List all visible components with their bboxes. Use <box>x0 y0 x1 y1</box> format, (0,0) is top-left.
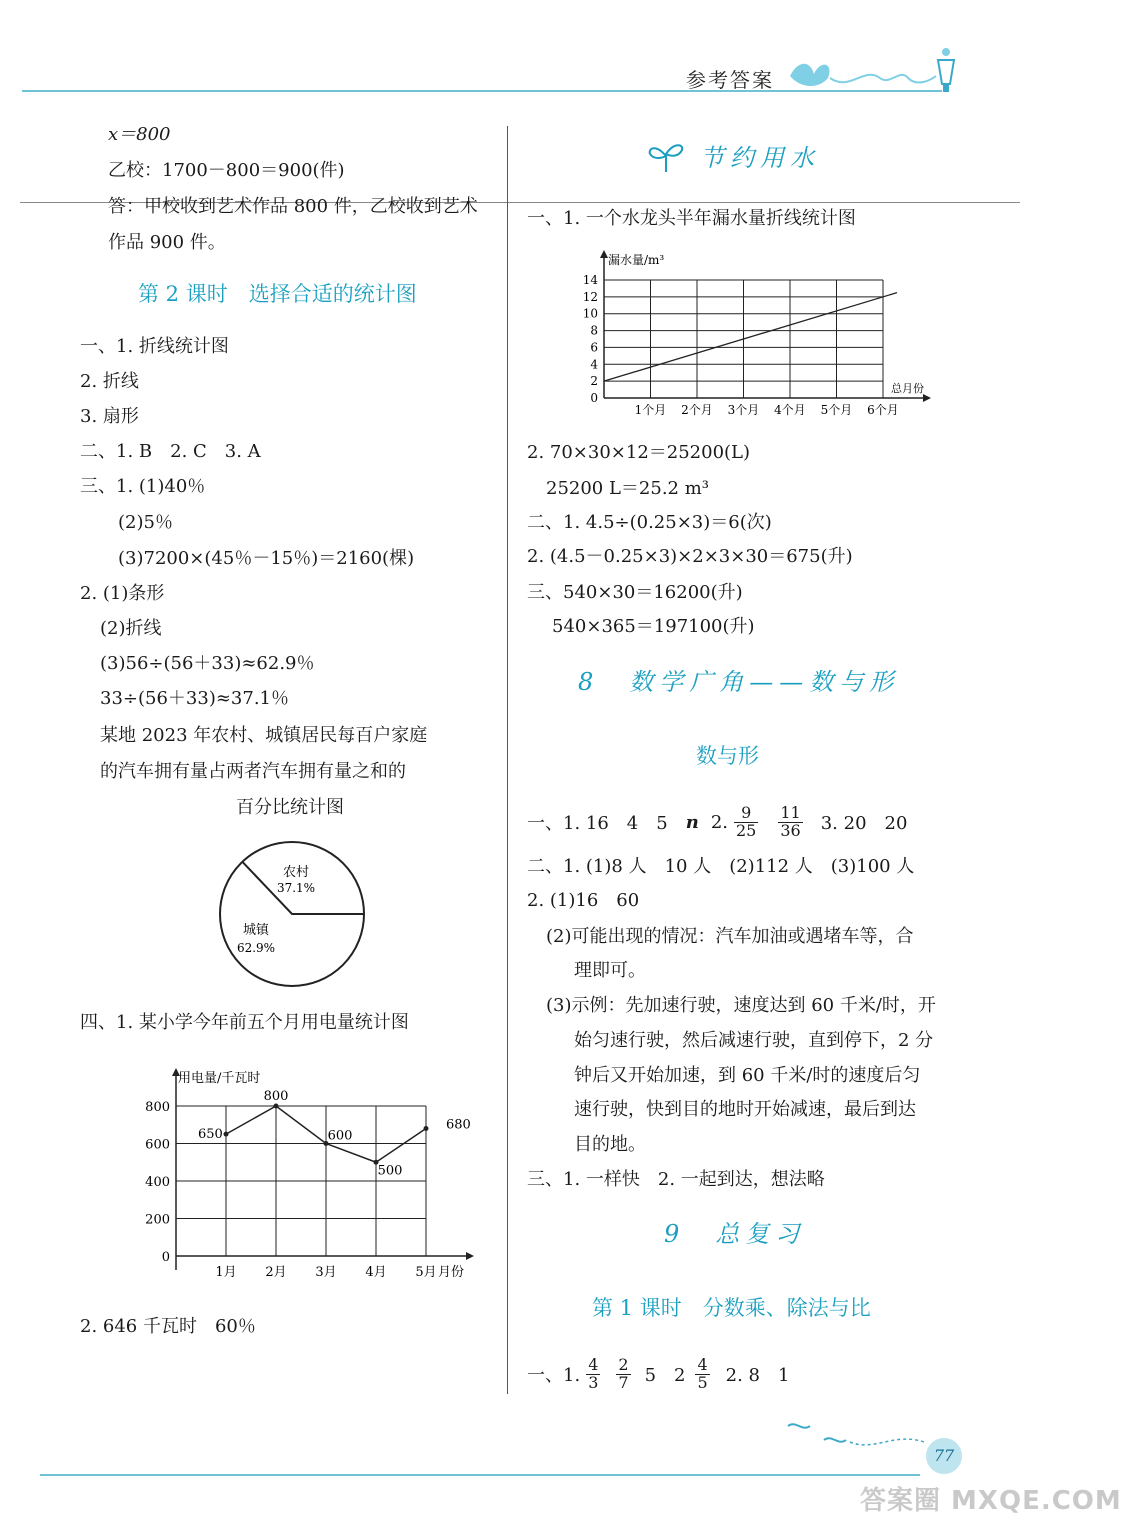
frac2-num: 11 <box>780 802 801 822</box>
q4-answer: 2. 646 千瓦时 60％ <box>80 1316 256 1337</box>
right-c-3: 理即可。 <box>574 960 646 981</box>
water-series-line <box>604 293 897 382</box>
water-ytick-2: 4 <box>590 357 598 372</box>
lf3-num: 4 <box>697 1354 708 1374</box>
watermark: 答案圈 MXQE.COM <box>860 1486 1122 1516</box>
elec-ytick-4: 800 <box>145 1100 170 1115</box>
elec-point-0 <box>224 1132 229 1137</box>
elec-ytick-2: 400 <box>145 1175 170 1190</box>
water-ytick-4: 8 <box>590 323 598 338</box>
left-a-10: 33÷(56＋33)≈37.1％ <box>100 688 289 709</box>
left-a-11: 某地 2023 年农村、城镇居民每百户家庭 <box>100 725 428 746</box>
left-a-7: 2. (1)条形 <box>80 583 165 604</box>
pie-chart <box>210 838 380 998</box>
right-b-1: 25200 L＝25.2 m³ <box>546 478 710 499</box>
water-section-title: 节约用水 <box>700 144 820 172</box>
last-prefix: 一、1. <box>527 1365 581 1386</box>
right-q-line1 <box>527 800 907 844</box>
right-b-3: 2. (4.5－0.25×3)×2×3×30＝675(升) <box>527 546 853 567</box>
left-a-9: (3)56÷(56＋33)≈62.9％ <box>100 653 315 674</box>
pie-value-urban: 62.9% <box>236 941 276 955</box>
elec-x-arrow <box>466 1252 474 1260</box>
water-ytick-7: 14 <box>582 273 598 287</box>
left-a-2: 3. 扇形 <box>80 406 139 427</box>
electricity-line-chart <box>140 1062 480 1288</box>
right-last-line <box>527 1352 789 1396</box>
left-a-3: 二、1. B 2. C 3. A <box>80 441 261 462</box>
elec-point-1 <box>274 1104 279 1109</box>
water-leak-line-chart <box>570 246 930 424</box>
fraction-11-36 <box>778 802 802 840</box>
q1-prefix: 一、1. 16 4 5 <box>527 813 686 834</box>
q1-n: n <box>685 811 699 833</box>
right-c-1: 2. (1)16 60 <box>527 890 640 911</box>
elec-data-label-4: 680 <box>446 1117 471 1133</box>
water-xtick-3: 4个月 <box>774 403 806 417</box>
left-a-12: 的汽车拥有量占两者汽车拥有量之和的 <box>100 761 406 782</box>
elec-data-label-2: 600 <box>327 1128 353 1144</box>
header-title: 参考答案 <box>686 68 774 92</box>
last-suffix: 2. 8 1 <box>725 1365 790 1386</box>
right-c-6: 钟后又开始加速，到 60 千米/时的速度后匀 <box>574 1065 921 1086</box>
column-divider <box>507 126 508 1394</box>
right-c-8: 目的地。 <box>574 1134 646 1155</box>
page-number: 77 <box>926 1438 962 1474</box>
water-xtick-1: 2个月 <box>681 403 713 417</box>
left-a-1: 2. 折线 <box>80 371 139 392</box>
water-ytick-5: 10 <box>582 306 598 321</box>
right-c-2: (2)可能出现的情况：汽车加油或遇堵车等，合 <box>546 926 914 947</box>
fraction-4-3 <box>586 1354 600 1392</box>
lf2-num: 2 <box>618 1354 629 1374</box>
fraction-9-25 <box>734 802 758 840</box>
pie-value-rural: 37.1% <box>276 881 316 895</box>
elec-data-label-1: 800 <box>263 1089 289 1104</box>
butterfly-lamp-decoration-icon <box>780 46 960 100</box>
elec-xlabel: 月份 <box>438 1265 465 1280</box>
water-ytick-0: 0 <box>590 391 598 405</box>
lesson1-title: 第 1 课时 分数乘、除法与比 <box>592 1296 871 1320</box>
water-ytick-1: 2 <box>590 374 598 389</box>
left-line-yixiao: 乙校：1700－800＝900(件) <box>108 160 345 181</box>
lf2-den: 7 <box>618 1372 629 1392</box>
elec-xtick-1: 2月 <box>265 1265 287 1280</box>
water-xtick-5: 6个月 <box>867 403 899 417</box>
right-c-7: 速行驶，快到目的地时开始减速，最后到达 <box>574 1099 916 1120</box>
last-mid: 5 2 <box>644 1365 686 1386</box>
water-ylabel: 漏水量/m³ <box>608 253 665 267</box>
footer-rule <box>40 1474 920 1476</box>
fraction-4-5 <box>695 1354 709 1392</box>
q1-mid: 2. <box>710 811 728 833</box>
right-b-0: 2. 70×30×12＝25200(L) <box>527 442 751 463</box>
unit9-title: 9 总复习 <box>664 1220 806 1248</box>
elec-ylabel: 用电量/千瓦时 <box>178 1071 261 1086</box>
q1-suffix: 3. 20 20 <box>820 813 908 834</box>
water-q1: 一、1. 一个水龙头半年漏水量折线统计图 <box>527 208 856 229</box>
unit8-title: 8 数学广角——数与形 <box>578 668 900 696</box>
left-line-answer: 答：甲校收到艺术作品 800 件，乙校收到艺术 <box>108 196 478 217</box>
elec-xtick-4: 5月 <box>415 1265 437 1280</box>
left-a-4: 三、1. (1)40％ <box>80 476 206 497</box>
left-a-0: 一、1. 折线统计图 <box>80 336 229 357</box>
elec-data-label-3: 500 <box>377 1163 403 1179</box>
water-ytick-3: 6 <box>590 340 598 355</box>
fraction-2-7 <box>616 1354 630 1392</box>
left-a-8: (2)折线 <box>100 618 162 639</box>
water-xlabel: 总月份 <box>891 382 924 395</box>
elec-point-4 <box>424 1126 429 1131</box>
left-line-answer-cont: 作品 900 件。 <box>108 232 226 253</box>
water-xtick-4: 5个月 <box>820 403 853 417</box>
pie-label-rural: 农村 <box>282 865 310 880</box>
right-c-5: 始匀速行驶，然后减速行驶，直到停下，2 分 <box>574 1030 934 1051</box>
pie-chart-caption: 百分比统计图 <box>236 797 344 818</box>
lf3-den: 5 <box>697 1372 708 1392</box>
water-xtick-2: 3个月 <box>727 403 760 417</box>
water-x-arrow <box>923 394 931 402</box>
elec-xtick-0: 1月 <box>215 1265 237 1280</box>
sprout-icon <box>646 140 686 174</box>
left-a-5: (2)5％ <box>118 512 173 533</box>
elec-ytick-0: 0 <box>161 1250 170 1265</box>
left-line-x: x＝800 <box>108 124 171 145</box>
lf1-den: 3 <box>588 1372 599 1392</box>
elec-xtick-3: 4月 <box>365 1265 387 1280</box>
birds-decoration-icon <box>784 1418 934 1458</box>
right-c-9: 三、1. 一样快 2. 一起到达，想法略 <box>527 1169 825 1190</box>
elec-xtick-2: 3月 <box>315 1265 337 1280</box>
water-ytick-6: 12 <box>582 289 598 304</box>
shu-yu-xing-title: 数与形 <box>696 744 759 768</box>
pie-label-urban: 城镇 <box>242 923 270 938</box>
q4-title: 四、1. 某小学今年前五个月用电量统计图 <box>80 1012 409 1033</box>
lesson2-title: 第 2 课时 选择合适的统计图 <box>138 282 417 306</box>
right-b-4: 三、540×30＝16200(升) <box>527 582 743 603</box>
left-a-6: (3)7200×(45％－15％)＝2160(棵) <box>118 548 415 569</box>
elec-ytick-3: 600 <box>145 1137 170 1153</box>
water-xtick-0: 1个月 <box>634 403 667 417</box>
right-b-5: 540×365＝197100(升) <box>552 616 755 637</box>
right-b-2: 二、1. 4.5÷(0.25×3)＝6(次) <box>527 512 772 533</box>
frac1-num: 9 <box>734 805 758 823</box>
lf1-num: 4 <box>588 1354 599 1374</box>
frac1-den: 25 <box>736 820 757 840</box>
elec-ytick-1: 200 <box>145 1212 170 1228</box>
right-c-0: 二、1. (1)8 人 10 人 (2)112 人 (3)100 人 <box>527 856 915 877</box>
elec-data-label-0: 650 <box>198 1127 223 1143</box>
right-c-4: (3)示例：先加速行驶，速度达到 60 千米/时，开 <box>546 995 936 1016</box>
frac2-den: 36 <box>780 820 801 840</box>
water-y-arrow <box>600 250 608 258</box>
